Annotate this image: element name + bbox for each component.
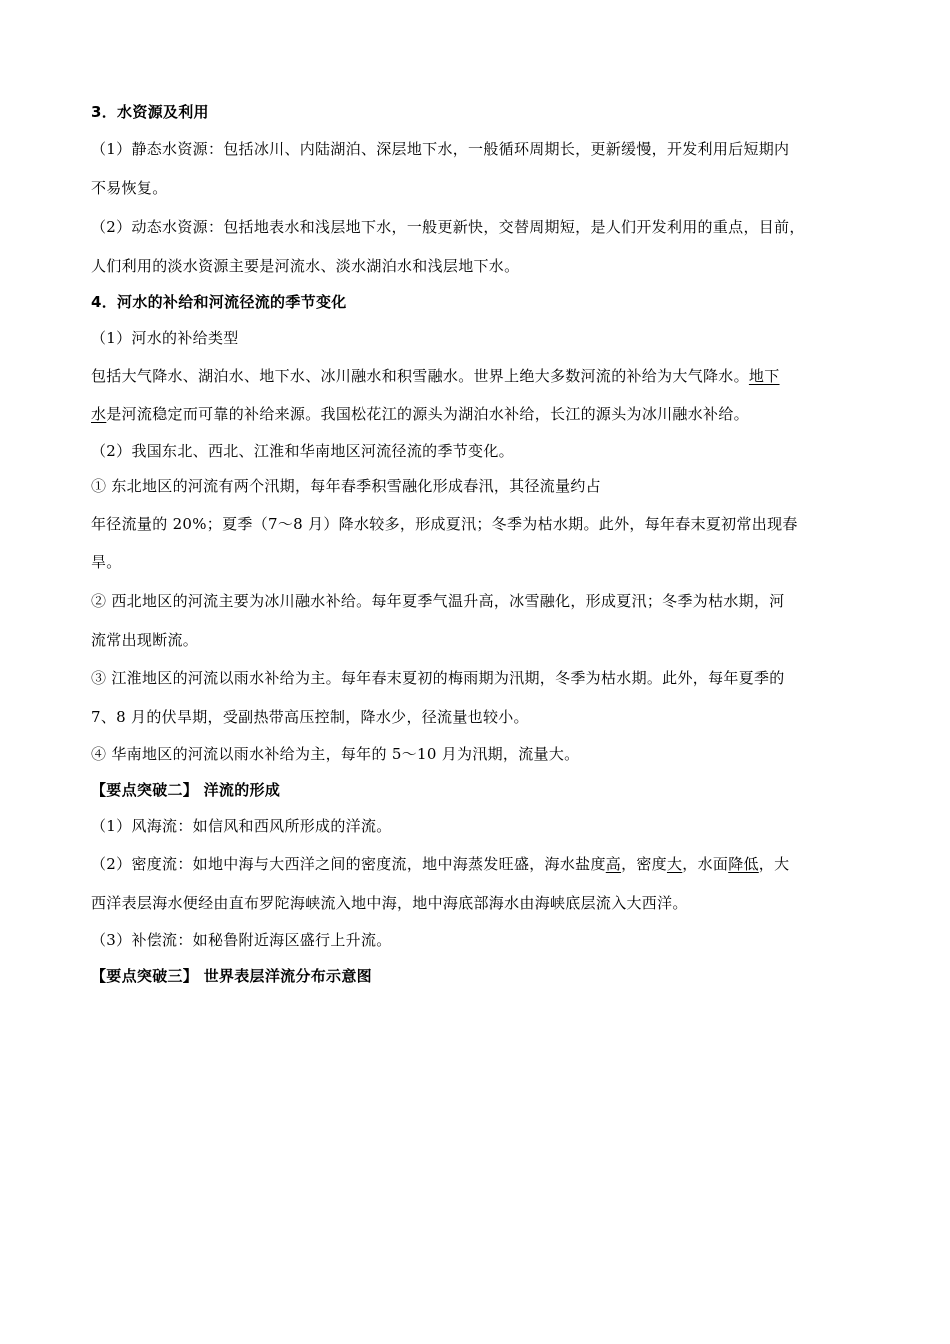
point-2-heading: 【要点突破二】 洋流的形成 [91, 781, 281, 799]
supply-type-line-1 [91, 366, 861, 386]
section-4-heading: 4．河水的补给和河流径流的季节变化 [91, 293, 347, 311]
section-3-heading: 3．水资源及利用 [91, 103, 209, 121]
jianghuai-line-1: ③ 江淮地区的河流以雨水补给为主。每年春末夏初的梅雨期为汛期，冬季为枯水期。此外，每年夏季的 [91, 669, 785, 687]
supply-type-subheading: （1）河水的补给类型 [91, 329, 239, 347]
dynamic-water-line-1: （2）动态水资源：包括地表水和浅层地下水，一般更新快，交替周期短，是人们开发利用的重点，目前， [91, 218, 805, 236]
underlined-text: 高 [605, 855, 622, 873]
underlined-text: 降低 [728, 855, 759, 873]
static-water-line-2: 不易恢复。 [91, 179, 168, 197]
underlined-text: 水 [91, 405, 107, 423]
density-text: ，大 [758, 855, 790, 873]
northeast-line-2: 年径流量的 20%；夏季（7～8 月）降水较多，形成夏汛；冬季为枯水期。此外，每年春末夏初常出现春 [91, 515, 798, 533]
underlined-text: 大 [666, 855, 683, 873]
density-current-line-2: 西洋表层海水便经由直布罗陀海峡流入地中海，地中海底部海水由海峡底层流入大西洋。 [91, 894, 688, 912]
supply-text: 包括大气降水、湖泊水、地下水、冰川融水和积雪融水。世界上绝大多数河流的补给为大气降水。 [91, 367, 749, 385]
northwest-line-1: ② 西北地区的河流主要为冰川融水补给。每年夏季气温升高，冰雪融化，形成夏汛；冬季为枯水期，河 [91, 592, 785, 610]
density-text: ，密度 [621, 855, 667, 873]
density-text: ，水面 [682, 855, 729, 873]
supply-type-line-2 [91, 404, 861, 424]
dynamic-water-line-2: 人们利用的淡水资源主要是河流水、淡水湖泊水和浅层地下水。 [91, 257, 520, 275]
density-text: （2）密度流：如地中海与大西洋之间的密度流，地中海蒸发旺盛，海水盐度 [91, 855, 606, 873]
northwest-line-2: 流常出现断流。 [91, 631, 199, 649]
wind-current-line: （1）风海流：如信风和西风所形成的洋流。 [91, 817, 392, 835]
density-current-line-1 [91, 854, 861, 874]
point-3-heading: 【要点突破三】 世界表层洋流分布示意图 [91, 967, 372, 985]
static-water-line-1: （1）静态水资源：包括冰川、内陆湖泊、深层地下水，一般循环周期长，更新缓慢，开发利用后短期内 [91, 140, 790, 158]
supply-text: 是河流稳定而可靠的补给来源。我国松花江的源头为湖泊水补给，长江的源头为冰川融水补给。 [106, 405, 749, 423]
underlined-text: 地下 [748, 367, 780, 385]
northeast-line-1: ① 东北地区的河流有两个汛期，每年春季积雪融化形成春汛，其径流量约占 [91, 477, 601, 495]
seasonal-change-subheading: （2）我国东北、西北、江淮和华南地区河流径流的季节变化。 [91, 442, 514, 460]
south-china-line: ④ 华南地区的河流以雨水补给为主，每年的 5～10 月为汛期，流量大。 [91, 745, 580, 763]
jianghuai-line-2: 7、8 月的伏旱期，受副热带高压控制，降水少，径流量也较小。 [91, 708, 529, 726]
compensation-current-line: （3）补偿流：如秘鲁附近海区盛行上升流。 [91, 931, 392, 949]
northeast-line-3: 旱。 [91, 553, 122, 571]
